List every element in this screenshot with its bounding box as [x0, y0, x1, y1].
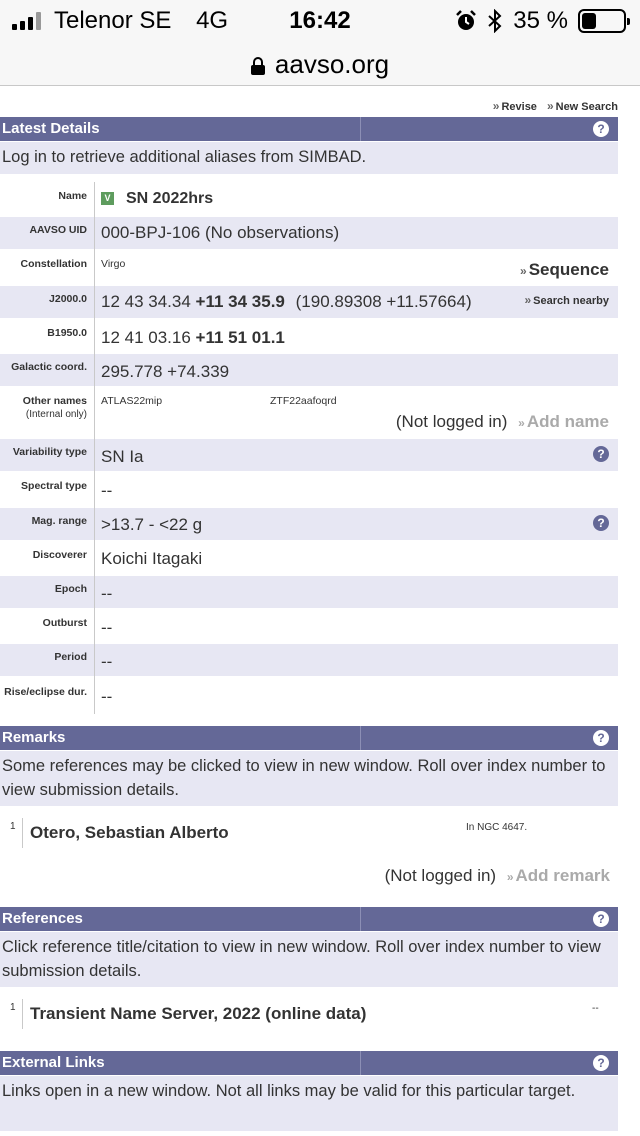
- latest-details-note: Log in to retrieve additional aliases from SIMBAD.: [0, 142, 618, 174]
- link-arrow-icon: »: [546, 99, 554, 113]
- reference-index[interactable]: 1: [10, 1002, 16, 1013]
- detail-row-epoch: Epoch --: [0, 576, 618, 608]
- alias-1: ATLAS22mip: [101, 395, 163, 407]
- alias-2: ZTF22aafoqrd: [270, 395, 337, 407]
- top-links: [493, 99, 618, 113]
- link-arrow-icon: »: [492, 99, 500, 113]
- detail-row-b1950: B1950.0 12 41 03.16 +11 51 01.1: [47, 327, 285, 347]
- bluetooth-icon: [487, 9, 503, 33]
- new-search-link[interactable]: » New Search: [546, 99, 618, 113]
- remarks-header: [0, 726, 618, 750]
- variability-value: SN Ia: [101, 447, 144, 466]
- detail-row-other-names: Other names (Internal only) ATLAS22mip ZTF22aafoqrd (Not logged in) » Add name: [22, 395, 609, 431]
- detail-row-variability: Variability type SN Ia ?: [0, 439, 618, 471]
- add-name-link[interactable]: » Add name: [518, 412, 609, 431]
- revise-link[interactable]: » Revise: [492, 99, 537, 113]
- remark-text: In NGC 4647.: [466, 822, 528, 833]
- mag-range-value: >13.7 - <22 g: [101, 515, 203, 534]
- references-header: [0, 907, 618, 931]
- remark-item: [0, 818, 618, 852]
- section-title: Latest Details: [2, 120, 100, 137]
- references-note: Click reference title/citation to view in new window. Roll over index number to view submission details.: [0, 932, 618, 987]
- help-icon[interactable]: ?: [593, 515, 609, 531]
- help-icon[interactable]: ?: [593, 446, 609, 462]
- section-title: External Links: [2, 1054, 105, 1071]
- remark-author: Otero, Sebastian Alberto: [30, 823, 229, 842]
- discoverer-value: Koichi Itagaki: [101, 549, 203, 568]
- search-nearby-link[interactable]: » Search nearby: [524, 293, 609, 307]
- uid-value: 000-BPJ-106 (No observations): [101, 223, 340, 242]
- latest-details-header: [0, 117, 618, 141]
- external-links-header: [0, 1051, 618, 1075]
- section-title: References: [2, 910, 83, 927]
- detail-row-galactic: Galactic coord. 295.778 +74.339: [0, 354, 618, 386]
- login-status: (Not logged in): [395, 412, 508, 431]
- alarm-clock-icon: [455, 10, 477, 32]
- constellation-value: Virgo: [101, 258, 126, 270]
- remark-index[interactable]: 1: [10, 821, 16, 832]
- link-arrow-icon: »: [518, 416, 525, 430]
- url-domain[interactable]: aavso.org: [274, 49, 390, 79]
- link-arrow-icon: »: [506, 870, 514, 884]
- detail-row-spectral: Spectral type --: [21, 480, 113, 500]
- detail-row-discoverer: Discoverer Koichi Itagaki: [32, 549, 203, 568]
- reference-extra: --: [592, 1003, 599, 1014]
- battery-icon: [578, 9, 626, 33]
- signal-strength-icon: [12, 12, 41, 30]
- carrier-name: Telenor SE: [54, 7, 172, 34]
- address-bar[interactable]: [0, 44, 640, 86]
- detail-row-constellation: Constellation Virgo » Sequence: [20, 258, 609, 279]
- remarks-note: Some references may be clicked to view in new window. Roll over index number to view submission details.: [0, 751, 618, 806]
- link-arrow-icon: »: [520, 264, 527, 278]
- detail-row-j2000: J2000.0 12 43 34.34 +11 34 35.9 (190.89308 +11.57664) » Search nearby: [0, 286, 618, 318]
- network-type: 4G: [196, 7, 229, 34]
- help-icon[interactable]: ?: [593, 121, 609, 137]
- status-bar: [0, 0, 640, 44]
- help-icon[interactable]: ?: [593, 911, 609, 927]
- detail-row-rise-eclipse: Rise/eclipse dur. --: [4, 686, 113, 706]
- link-arrow-icon: »: [524, 293, 532, 307]
- add-remark-link[interactable]: » Add remark: [506, 866, 610, 885]
- battery-fill: [582, 13, 596, 29]
- login-status: (Not logged in): [384, 866, 497, 885]
- external-links-note: Links open in a new window. Not all links may be valid for this particular target.: [0, 1076, 618, 1131]
- detail-row-uid: AAVSO UID 000-BPJ-106 (No observations): [0, 217, 618, 249]
- detail-row-name: Name V SN 2022hrs: [58, 190, 214, 207]
- clock: 16:42: [289, 7, 351, 34]
- label-divider: [94, 182, 95, 714]
- help-icon[interactable]: ?: [593, 730, 609, 746]
- star-name: SN 2022hrs: [126, 190, 214, 207]
- variable-badge: V: [101, 192, 114, 205]
- detail-row-period: Period --: [0, 644, 618, 676]
- detail-row-mag-range: Mag. range >13.7 - <22 g ?: [0, 508, 618, 540]
- galactic-value: 295.778 +74.339: [101, 362, 230, 381]
- lock-icon: [251, 57, 265, 75]
- help-icon[interactable]: ?: [593, 1055, 609, 1071]
- section-title: Remarks: [2, 729, 66, 746]
- detail-row-outburst: Outburst --: [42, 617, 113, 637]
- battery-percent: 35 %: [513, 7, 568, 34]
- sequence-link[interactable]: » Sequence: [520, 260, 609, 279]
- reference-item: [0, 999, 618, 1033]
- reference-title[interactable]: Transient Name Server, 2022 (online data): [30, 1004, 367, 1023]
